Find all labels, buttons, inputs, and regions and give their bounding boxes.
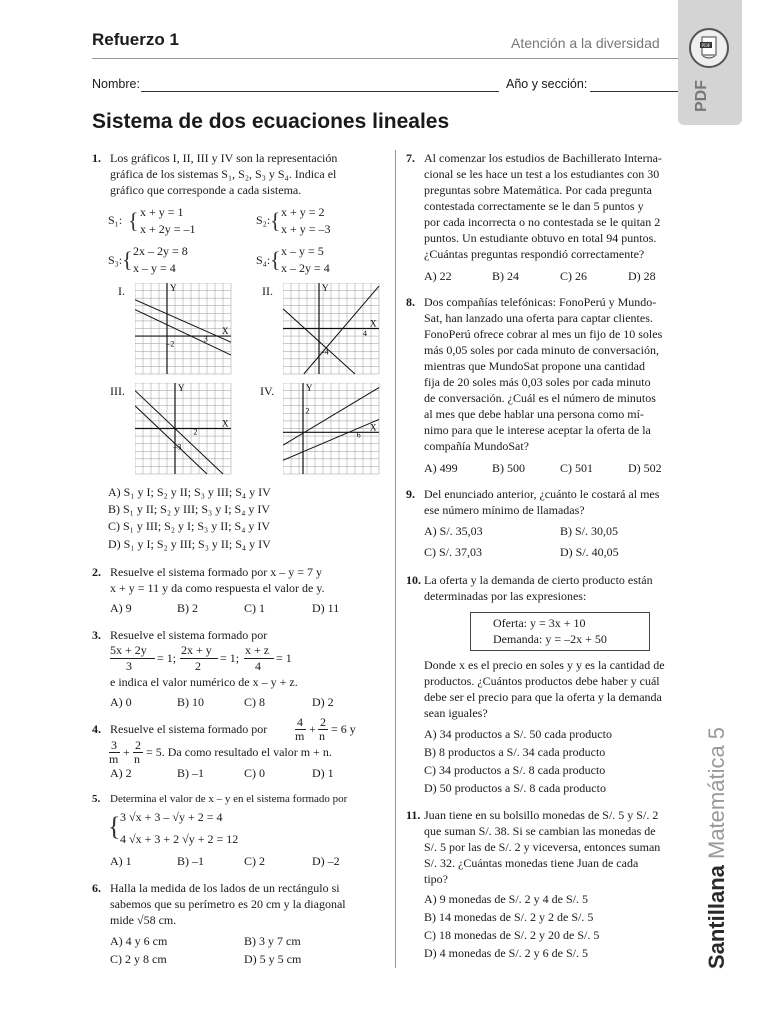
q11-line-2: que suman S/. 38. Si se cambian las monedas de — [424, 824, 656, 838]
q2-option-c[interactable]: C) 1 — [244, 601, 265, 615]
q3-option-d[interactable]: D) 2 — [312, 695, 334, 709]
demand-expression: Demanda: y = –2x + 50 — [493, 632, 607, 646]
worksheet-label: Refuerzo 1 — [92, 30, 179, 49]
q4-line-1: Resuelve el sistema formado por — [110, 722, 268, 736]
s3-brace: { — [122, 247, 133, 272]
g3-y-label: Y — [178, 383, 185, 393]
q5-brace: { — [108, 812, 121, 841]
q4-eq1-rest: = 6 y — [331, 722, 356, 736]
q10-line-6: sean iguales? — [424, 706, 488, 720]
g2-y-label: Y — [322, 283, 329, 293]
q5-eq-1: 3 √x + 3 – √y + 2 = 4 — [120, 810, 223, 824]
g3-tick-2: –3 — [173, 442, 182, 452]
q11-option-d[interactable]: D) 4 monedas de S/. 2 y 6 de S/. 5 — [424, 946, 588, 960]
name-label: Nombre: — [92, 77, 140, 91]
q6-option-a[interactable]: A) 4 y 6 cm — [110, 934, 168, 948]
q1-option-b[interactable]: B) S₁ y II; S₂ y III; S₃ y I; S₄ y IV — [108, 502, 271, 516]
q10-line-5: debe ser el precio para que la oferta y la demanda — [424, 690, 662, 704]
q10-option-d[interactable]: D) 50 productos a S/. 8 cada producto — [424, 781, 606, 795]
q1-line-2: gráfica de los sistemas S₁, S₂, S₃ y S₄. Indica el — [110, 167, 337, 181]
q7-line-3: preguntas sobre Matemática. Por cada pregunta — [424, 183, 652, 197]
q7-line-2: cional se les hace un test a los estudiantes con 30 — [424, 167, 660, 181]
q4-option-d[interactable]: D) 1 — [312, 766, 334, 780]
q10-line-4: productos. ¿Cuántos productos debe haber y cuál — [424, 674, 660, 688]
q11-line-1: Juan tiene en su bolsillo monedas de S/. 5 y S/. 2 — [424, 808, 659, 822]
q8-line-1: Dos compañías telefónicas: FonoPerú y Mundo- — [424, 295, 657, 309]
q11-line-3: S/. 5 por las de S/. 2 y viceversa, entonces suman — [424, 840, 661, 854]
q4-frac-3-den: m — [109, 752, 119, 766]
q10-option-c[interactable]: C) 34 productos a S/. 8 cada producto — [424, 763, 606, 777]
s3-eq-b: x – y = 4 — [133, 261, 176, 275]
q1-number: 1. — [92, 151, 101, 165]
pdf-icon-text: PDF — [701, 44, 711, 49]
graph-2-label: II. — [262, 284, 273, 298]
q4-option-c[interactable]: C) 0 — [244, 766, 265, 780]
q3-frac-1-rest: = 1; — [157, 651, 177, 665]
q8-line-3: FonoPerú ofrece cobrar al mes un fijo de 10 soles — [424, 327, 663, 341]
g3-line-2 — [135, 391, 223, 474]
q3-option-b[interactable]: B) 10 — [177, 695, 204, 709]
q2-line-1: Resuelve el sistema formado por x – y = 7 y — [110, 565, 323, 579]
q5-option-a[interactable]: A) 1 — [110, 854, 132, 868]
q3-frac-2-den: 2 — [195, 659, 201, 673]
q1-option-a[interactable]: A) S₁ y I; S₂ y II; S₃ y III; S₄ y IV — [108, 485, 271, 499]
q6-option-c[interactable]: C) 2 y 8 cm — [110, 952, 167, 966]
s4-eq-a: x – y = 5 — [281, 244, 324, 258]
pdf-icon[interactable] — [689, 28, 729, 68]
q1-option-d[interactable]: D) S₁ y I; S₂ y III; S₃ y II; S₄ y IV — [108, 537, 271, 551]
q7-option-a[interactable]: A) 22 — [424, 269, 452, 283]
q2-number: 2. — [92, 565, 101, 579]
q3-frac-1-den: 3 — [126, 659, 132, 673]
q4-plus-1: + — [309, 722, 316, 736]
q8-line-6: fija de 20 soles más 0,03 soles por cada minuto — [424, 375, 651, 389]
g3-line-1 — [135, 406, 207, 474]
q4-frac-1-den: m — [295, 729, 305, 743]
q6-line-1: Halla la medida de los lados de un rectángulo si — [110, 881, 340, 895]
q10-line-2: determinadas por las expresiones: — [424, 589, 587, 603]
s2-label: S₂: — [256, 213, 271, 227]
g4-x-label: X — [370, 422, 377, 433]
q3-line-1: Resuelve el sistema formado por — [110, 628, 268, 642]
s4-brace: { — [270, 247, 281, 272]
g2-tick-2: –4 — [320, 347, 329, 357]
q5-line-1: Determina el valor de x – y en el sistema formado por — [110, 793, 348, 805]
q3-option-c[interactable]: C) 8 — [244, 695, 265, 709]
q3-frac-2-rest: = 1; — [220, 651, 240, 665]
q11-number: 11. — [406, 808, 421, 822]
page-title: Sistema de dos ecuaciones lineales — [92, 110, 450, 133]
q3-frac-3-den: 4 — [255, 659, 261, 673]
q4-option-b[interactable]: B) –1 — [177, 766, 204, 780]
q2-option-d[interactable]: D) 11 — [312, 601, 340, 615]
q11-line-5: tipo? — [424, 872, 448, 886]
g4-tick-1: 2 — [305, 406, 310, 416]
q5-option-b[interactable]: B) –1 — [177, 854, 204, 868]
q11-option-c[interactable]: C) 18 monedas de S/. 2 y 20 de S/. 5 — [424, 928, 600, 942]
g2-x-label: X — [370, 318, 377, 329]
g2-tick-1: 4 — [363, 329, 367, 339]
q5-eq-2: 4 √x + 3 + 2 √y + 2 = 12 — [120, 832, 239, 846]
q3-frac-3-num: x + z — [245, 643, 270, 657]
q2-option-b[interactable]: B) 2 — [177, 601, 198, 615]
graph-3-label: III. — [110, 384, 125, 398]
brand-name: Santillana — [704, 865, 729, 970]
q4-frac-2-den: n — [319, 729, 325, 743]
q3-frac-3-rest: = 1 — [276, 651, 292, 665]
s1-label: S₁: — [108, 213, 123, 227]
q7-option-b[interactable]: B) 24 — [492, 269, 519, 283]
year-section-label: Año y sección: — [506, 77, 588, 91]
q8-line-2: Sat, han lanzado una oferta para captar clientes. — [424, 311, 653, 325]
q10-option-b[interactable]: B) 8 productos a S/. 34 cada producto — [424, 745, 606, 759]
s1-eq-b: x + 2y = –1 — [140, 222, 196, 236]
q8-line-5: mientras que MundoSat propone una cantidad — [424, 359, 645, 373]
q7-line-4: contestada correctamente se le dan 5 puntos y — [424, 199, 644, 213]
q4-frac-1-num: 4 — [297, 715, 303, 729]
graph-4-label: IV. — [260, 384, 275, 398]
name-field-line — [141, 91, 499, 92]
q4-eq2-rest: = 5. Da como resultado el valor m + n. — [146, 745, 332, 759]
q4-frac-4-num: 2 — [135, 738, 141, 752]
q7-line-1: Al comenzar los estudios de Bachillerato Interna- — [424, 151, 662, 165]
q9-line-2: ese número mínimo de llamadas? — [424, 503, 585, 517]
q1-line-1: Los gráficos I, II, III y IV son la representación — [110, 151, 338, 165]
q8-option-b[interactable]: B) 500 — [492, 461, 525, 475]
graph-1 — [135, 283, 235, 376]
q8-line-10: compañía MundoSat? — [424, 439, 529, 453]
worksheet-subtitle: Atención a la diversidad — [511, 35, 660, 51]
g4-tick-2: 6 — [356, 430, 361, 440]
s3-eq-a: 2x – 2y = 8 — [133, 244, 188, 258]
q2-line-2: x + y = 11 y da como respuesta el valor de y. — [110, 581, 325, 595]
q10-line-3: Donde x es el precio en soles y y es la cantidad de — [424, 658, 665, 672]
q8-line-4: más 0,05 soles por cada minuto de conversación, — [424, 343, 659, 357]
q10-option-a[interactable]: A) 34 productos a S/. 50 cada producto — [424, 727, 612, 741]
q8-line-9: nimo para que le interese aceptar la oferta de la — [424, 423, 651, 437]
q3-frac-1-num: 5x + 2y — [110, 643, 147, 657]
s1-eq-a: x + y = 1 — [140, 205, 184, 219]
q7-line-7: ¿Cuántas preguntas respondió correctamente? — [424, 247, 645, 261]
supply-expression: Oferta: y = 3x + 10 — [493, 616, 586, 630]
q8-option-d[interactable]: D) 502 — [628, 461, 662, 475]
q8-option-a[interactable]: A) 499 — [424, 461, 458, 475]
s4-eq-b: x – 2y = 4 — [281, 261, 330, 275]
q5-option-c[interactable]: C) 2 — [244, 854, 265, 868]
q10-line-1: La oferta y la demanda de cierto producto están — [424, 573, 653, 587]
graph-2 — [283, 283, 383, 376]
g1-y-label: Y — [170, 283, 177, 293]
q3-option-a[interactable]: A) 0 — [110, 695, 132, 709]
q3-frac-2-num: 2x + y — [181, 643, 212, 657]
q8-line-7: de conversación. ¿Cuál es el número de minutos — [424, 391, 656, 405]
g3-tick-1: 2 — [193, 427, 198, 437]
q7-number: 7. — [406, 151, 415, 165]
q11-option-a[interactable]: A) 9 monedas de S/. 2 y 4 de S/. 5 — [424, 892, 588, 906]
g4-y-label: Y — [306, 383, 313, 393]
q4-frac-4-den: n — [134, 752, 140, 766]
q3-frac-1-bar — [110, 658, 155, 659]
year-section-field-line — [590, 91, 690, 92]
g1-x-label: X — [222, 326, 229, 337]
q4-plus-2: + — [123, 745, 130, 759]
q9-option-b[interactable]: B) S/. 30,05 — [560, 524, 619, 538]
graph-4 — [283, 383, 383, 476]
q11-option-b[interactable]: B) 14 monedas de S/. 2 y 2 de S/. 5 — [424, 910, 594, 924]
q9-option-a[interactable]: A) S/. 35,03 — [424, 524, 483, 538]
q7-line-5: por cada incorrecta o no contestada se le quitan 2 — [424, 215, 661, 229]
q8-number: 8. — [406, 295, 415, 309]
q9-option-d[interactable]: D) S/. 40,05 — [560, 545, 619, 559]
q8-line-8: al mes que debe hablar una persona como mí- — [424, 407, 644, 421]
graph-1-label: I. — [118, 284, 125, 298]
q1-option-c[interactable]: C) S₁ y III; S₂ y I; S₃ y II; S₄ y IV — [108, 519, 271, 533]
q11-line-4: S/. 32. ¿Cuántas monedas tiene Juan de cada — [424, 856, 639, 870]
q6-number: 6. — [92, 881, 101, 895]
q6-line-2: sabemos que su perímetro es 20 cm y la diagonal — [110, 897, 346, 911]
q4-frac-2-num: 2 — [320, 715, 326, 729]
q9-line-1: Del enunciado anterior, ¿cuánto le costará al mes — [424, 487, 660, 501]
g1-tick-1: 3 — [203, 334, 208, 344]
q6-option-b[interactable]: B) 3 y 7 cm — [244, 934, 301, 948]
header-divider — [92, 58, 692, 59]
q7-option-d[interactable]: D) 28 — [628, 269, 656, 283]
q5-number: 5. — [92, 793, 101, 805]
g3-x-label: X — [222, 418, 229, 429]
subject-name: Matemática 5 — [704, 726, 729, 860]
s4-label: S₄: — [256, 253, 271, 267]
q4-frac-3-num: 3 — [111, 738, 117, 752]
q5-option-d[interactable]: D) –2 — [312, 854, 340, 868]
q6-line-3: mide √58 cm. — [110, 913, 177, 927]
pdf-tab-label: PDF — [693, 80, 710, 112]
q4-number: 4. — [92, 722, 101, 736]
q7-line-6: puntos. Un estudiante obtuvo en total 94 puntos. — [424, 231, 657, 245]
g1-tick-2: –2 — [166, 339, 175, 349]
q6-option-d[interactable]: D) 5 y 5 cm — [244, 952, 302, 966]
q3-line-3: e indica el valor numérico de x – y + z. — [110, 675, 298, 689]
s2-brace: { — [270, 208, 281, 233]
q4-option-a[interactable]: A) 2 — [110, 766, 132, 780]
s2-eq-a: x + y = 2 — [281, 205, 325, 219]
s1-brace: { — [128, 208, 139, 233]
q3-number: 3. — [92, 628, 101, 642]
q9-number: 9. — [406, 487, 415, 501]
s3-label: S₃: — [108, 253, 123, 267]
q10-number: 10. — [406, 573, 421, 587]
q1-line-3: gráfico que corresponde a cada sistema. — [110, 183, 302, 197]
graph-3 — [135, 383, 235, 476]
q2-option-a[interactable]: A) 9 — [110, 601, 132, 615]
column-divider — [395, 150, 396, 968]
sidebar-brand — [704, 727, 730, 969]
s2-eq-b: x + y = –3 — [281, 222, 331, 236]
q8-option-c[interactable]: C) 501 — [560, 461, 593, 475]
q9-option-c[interactable]: C) S/. 37,03 — [424, 545, 483, 559]
q7-option-c[interactable]: C) 26 — [560, 269, 587, 283]
